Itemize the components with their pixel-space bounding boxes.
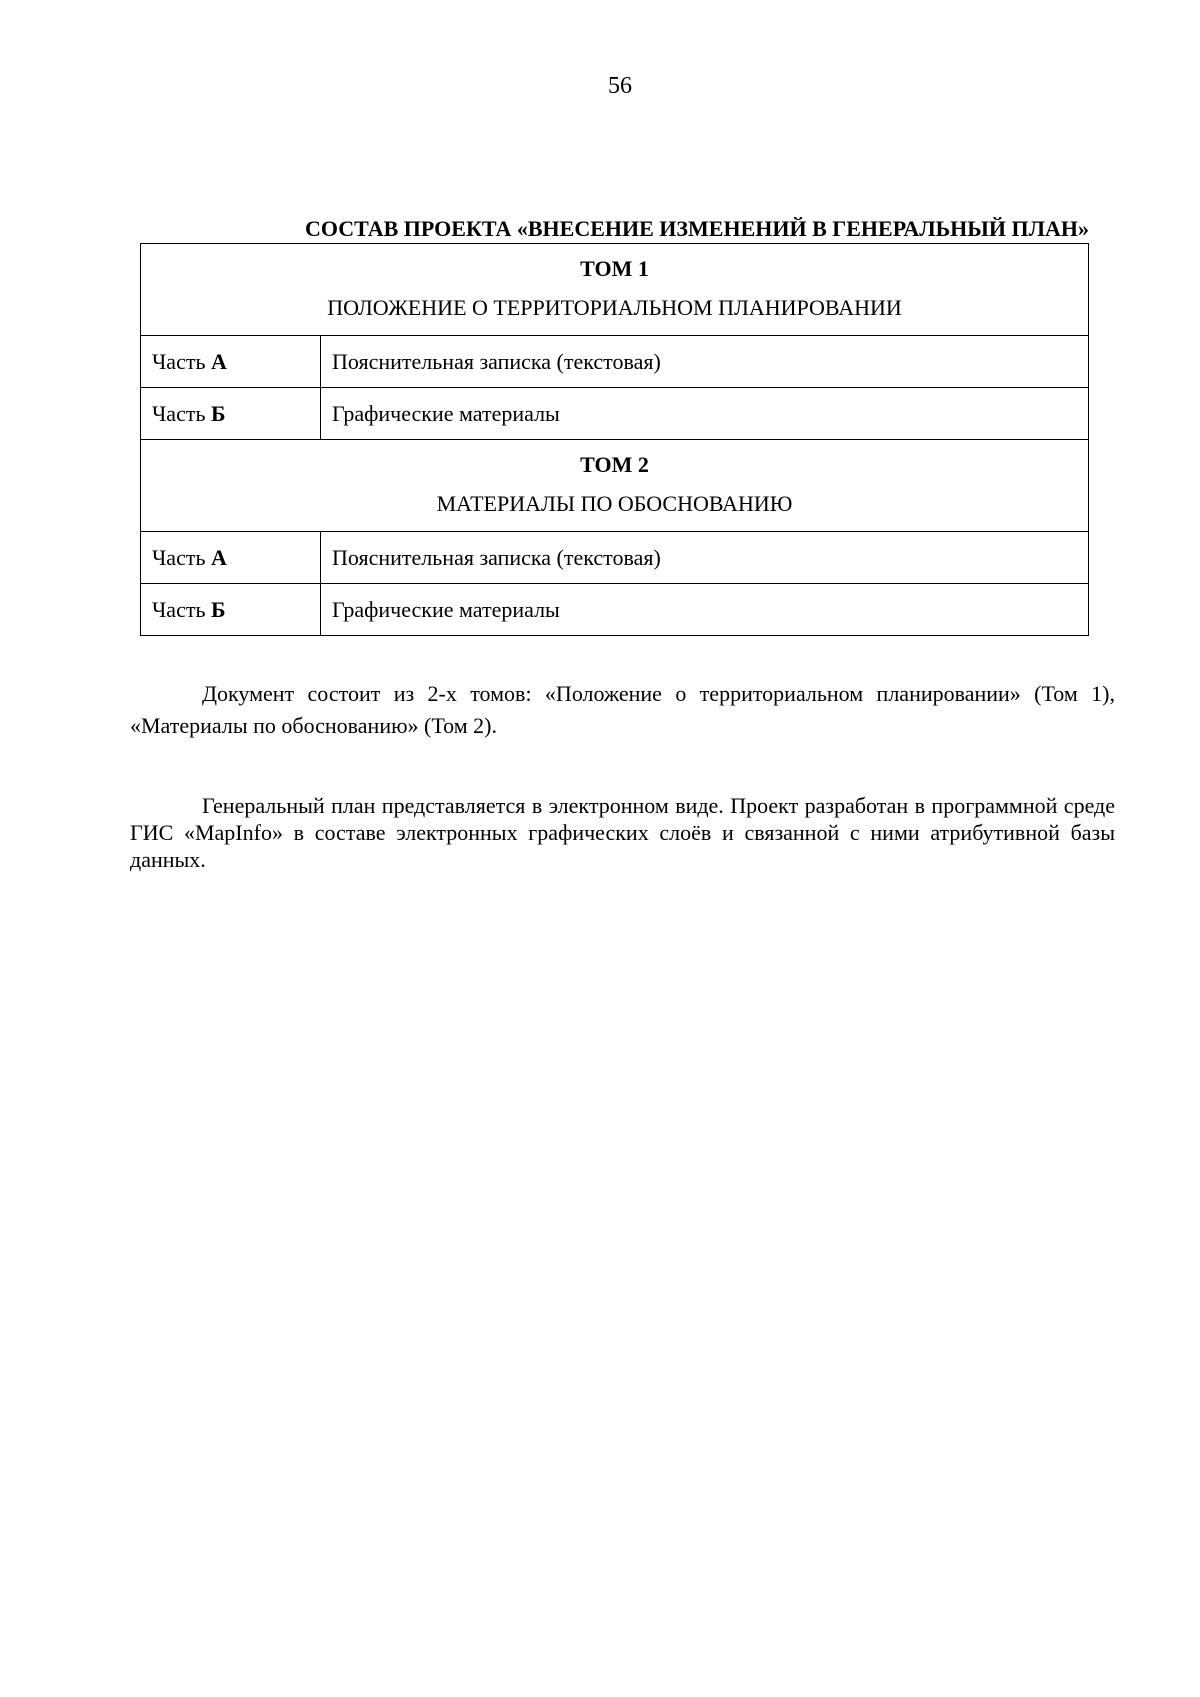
volume-number: ТОМ 1: [580, 256, 649, 281]
part-prefix: Часть: [152, 348, 206, 374]
volume-header-row: [141, 244, 1089, 336]
part-letter: Б: [210, 596, 226, 622]
volume-name: ПОЛОЖЕНИЕ О ТЕРРИТОРИАЛЬНОМ ПЛАНИРОВАНИИ: [327, 295, 902, 320]
document-title: СОСТАВ ПРОЕКТА «ВНЕСЕНИЕ ИЗМЕНЕНИЙ В ГЕНЕРАЛЬНЫЙ ПЛАН»: [304, 216, 1089, 241]
part-prefix: Часть: [152, 400, 206, 426]
part-letter: А: [210, 348, 227, 374]
part-label-cell: [141, 584, 321, 636]
part-prefix: Часть: [152, 596, 206, 622]
page-number: 56: [608, 73, 632, 99]
volume-name: МАТЕРИАЛЫ ПО ОБОСНОВАНИЮ: [436, 491, 793, 516]
volume-number: ТОМ 2: [580, 452, 649, 477]
part-letter: Б: [210, 400, 226, 426]
part-prefix: Часть: [152, 544, 206, 570]
table-row: [141, 532, 1089, 584]
paragraph-volumes-summary: Документ состоит из 2-х томов: «Положение о территориальном планировании» (Том 1), «Материалы по обоснованию» (Том 2).: [130, 681, 1115, 738]
part-description: Пояснительная записка (текстовая): [321, 532, 1089, 584]
paragraph-electronic-format: Генеральный план представляется в электронном виде. Проект разработан в программной среде ГИС «MapInfo» в составе электронных графических слоёв и связанной с ними атрибутивной базы данных.: [130, 793, 1115, 872]
part-description: Графические материалы: [321, 388, 1089, 440]
part-description: Пояснительная записка (текстовая): [321, 336, 1089, 388]
part-label-cell: [141, 532, 321, 584]
volume-header-cell: [141, 244, 1089, 336]
table-row: [141, 584, 1089, 636]
volume-header-cell: [141, 440, 1089, 532]
part-letter: А: [210, 544, 227, 570]
volume-header-row: [141, 440, 1089, 532]
table-row: [141, 388, 1089, 440]
part-label-cell: [141, 336, 321, 388]
table-row: [141, 336, 1089, 388]
project-composition-table: [140, 243, 1089, 636]
part-label-cell: [141, 388, 321, 440]
part-description: Графические материалы: [321, 584, 1089, 636]
